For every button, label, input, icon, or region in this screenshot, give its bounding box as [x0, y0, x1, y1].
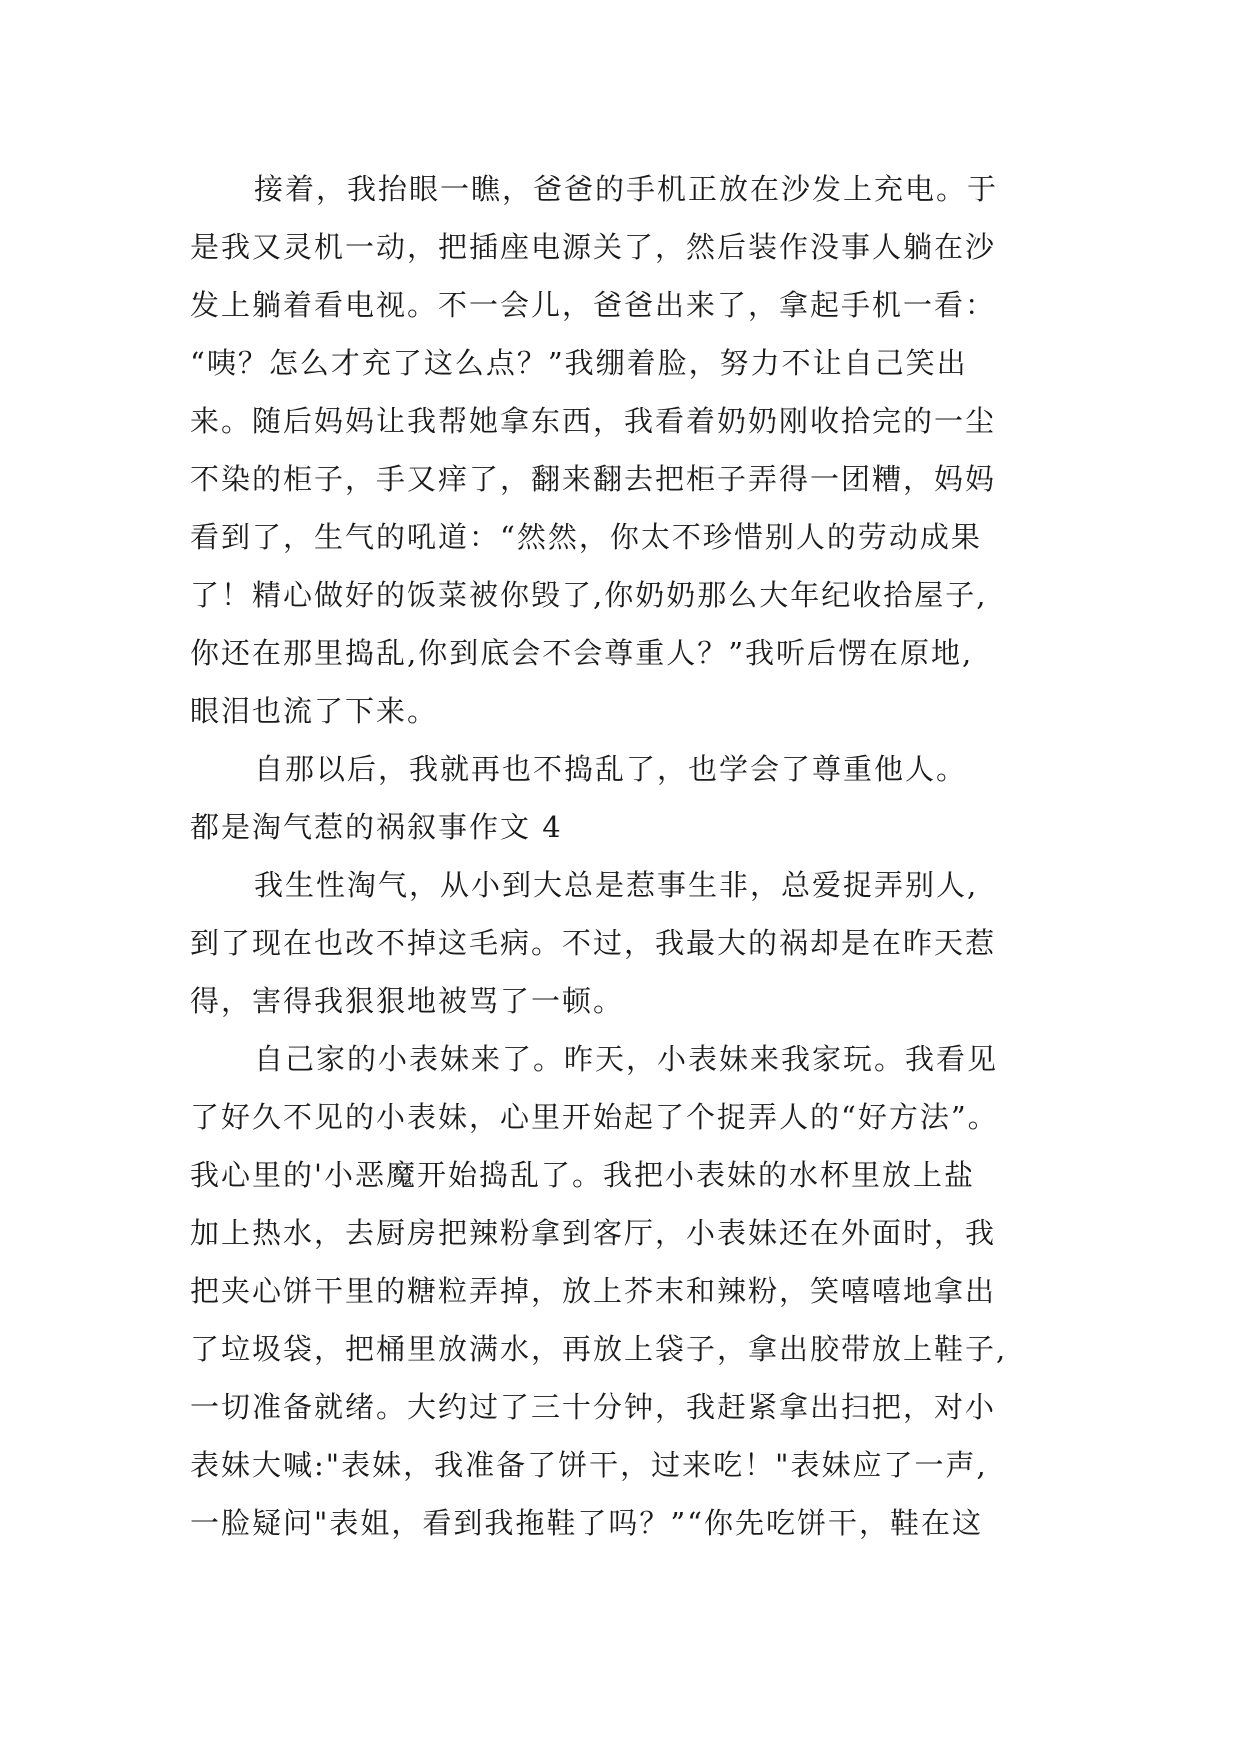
- text-line: 了！精心做好的饭菜被你毁了,你奶奶那么大年纪收拾屋子,: [190, 578, 988, 612]
- section-heading: 都是淘气惹的祸叙事作文 4: [190, 810, 563, 844]
- text-line: 是我又灵机一动，把插座电源关了，然后装作没事人躺在沙: [190, 230, 997, 264]
- text-line: 一切准备就绪。大约过了三十分钟，我赶紧拿出扫把，对小: [190, 1390, 997, 1424]
- text-line: 了好久不见的小表妹，心里开始起了个捉弄人的“好方法”。: [190, 1100, 999, 1134]
- text-line: 表妹大喊:"表妹，我准备了饼干，过来吃！"表妹应了一声,: [190, 1448, 988, 1482]
- text-line: 自那以后，我就再也不捣乱了，也学会了尊重他人。: [254, 752, 968, 786]
- text-line: 你还在那里捣乱,你到底会不会尊重人？”我听后愣在原地,: [190, 636, 974, 670]
- text-line: 看到了，生气的吼道：“然然，你太不珍惜别人的劳动成果: [190, 520, 982, 554]
- text-line: 来。随后妈妈让我帮她拿东西，我看着奶奶刚收拾完的一尘: [190, 404, 997, 438]
- text-line: 眼泪也流了下来。: [190, 694, 439, 728]
- text-line: 自己家的小表妹来了。昨天，小表妹来我家玩。我看见: [254, 1042, 999, 1076]
- document-body: [190, 160, 1070, 1552]
- text-line: 发上躺着看电视。不一会儿，爸爸出来了，拿起手机一看：: [190, 288, 997, 322]
- text-line: 得，害得我狠狠地被骂了一顿。: [190, 984, 625, 1018]
- text-line: 不染的柜子，手又痒了，翻来翻去把柜子弄得一团糟，妈妈: [190, 462, 997, 496]
- text-line: 把夹心饼干里的糖粒弄掉，放上芥末和辣粉，笑嘻嘻地拿出: [190, 1274, 997, 1308]
- text-line: 了垃圾袋，把桶里放满水，再放上袋子，拿出胶带放上鞋子,: [190, 1332, 1008, 1366]
- text-line: 我心里的'小恶魔开始捣乱了。我把小表妹的水杯里放上盐: [190, 1158, 975, 1192]
- text-line: “咦？怎么才充了这么点？”我绷着脸，努力不让自己笑出: [190, 346, 968, 380]
- text-line: 到了现在也改不掉这毛病。不过，我最大的祸却是在昨天惹: [190, 926, 997, 960]
- text-line: 一脸疑问"表姐，看到我拖鞋了吗？”“你先吃饼干，鞋在这: [190, 1506, 983, 1540]
- text-line: 我生性淘气，从小到大总是惹事生非，总爱捉弄别人,: [254, 868, 979, 902]
- text-line: 接着，我抬眼一瞧，爸爸的手机正放在沙发上充电。于: [254, 172, 999, 206]
- text-line: 加上热水，去厨房把辣粉拿到客厅，小表妹还在外面时，我: [190, 1216, 997, 1250]
